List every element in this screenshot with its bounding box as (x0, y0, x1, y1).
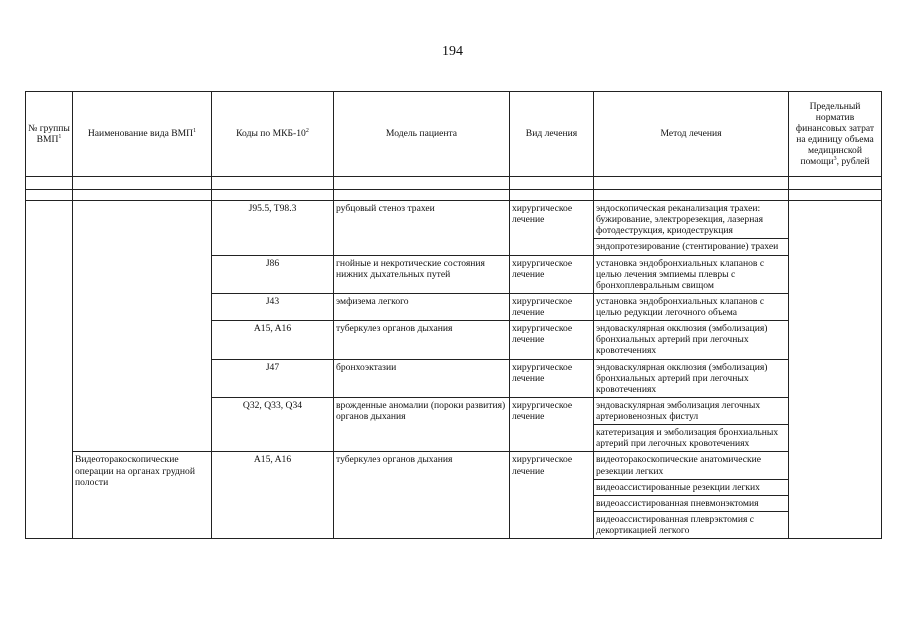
page-number: 194 (442, 44, 463, 59)
method-item: видеоторакоскопические анатомические резекции легких (594, 452, 788, 479)
header-treatment-method: Метод лечения (594, 92, 789, 177)
header-treatment-type: Вид лечения (510, 92, 594, 177)
header-icd-codes (212, 92, 334, 177)
method-item: эндопротезирование (стентирование) трахеи (596, 241, 779, 253)
method-item: видеоассистированная пневмонэктомия (594, 496, 788, 512)
method-item: эндоскопическая реканализация трахеи: бужирование, электрорезекция, лазерная фотодеструкция, криодеструкция (594, 201, 788, 239)
footnote-mark: 2 (305, 128, 309, 135)
spacer-row (26, 177, 882, 190)
icd-codes-cell: J95.5, T98.3 (212, 201, 334, 256)
treatment-method-cell: установка эндобронхиальных клапанов с целью лечения эмпиемы плевры с бронхоплевральным свищом (594, 255, 789, 293)
header-cost-norm (789, 92, 882, 177)
treatment-type-cell: хирургическое лечение (510, 452, 594, 539)
cost-cell (789, 201, 882, 539)
treatment-type-cell: хирургическое лечение (510, 293, 594, 320)
icd-codes-cell: Q32, Q33, Q34 (212, 397, 334, 452)
header-vmp-name-text: Наименование вида ВМП (87, 128, 194, 140)
vmp-table (25, 91, 882, 539)
patient-model-cell: туберкулез органов дыхания (334, 452, 510, 539)
table-row (26, 201, 882, 256)
vmp-name-cell: Видеоторакоскопические операции на органах грудной полости (73, 452, 212, 539)
spacer-row (26, 190, 882, 201)
patient-model-cell: врожденные аномалии (пороки развития) органов дыхания (334, 397, 510, 452)
icd-codes-cell: J86 (212, 255, 334, 293)
group-number-cell (26, 201, 73, 539)
header-cost-norm-text: Предельный норматив финансовых затрат на единицу объема медицинской помощи (795, 100, 875, 168)
treatment-method-cell (594, 397, 789, 452)
treatment-method-cell (594, 201, 789, 256)
header-cost-norm-unit: , рублей (836, 156, 870, 168)
treatment-method-cell: эндоваскулярная окклюзия (эмболизация) бронхиальных артерий при легочных кровотечениях (594, 359, 789, 397)
method-item: эндоваскулярная эмболизация легочных артериовенозных фистул (594, 398, 788, 425)
patient-model-cell: гнойные и некротические состояния нижних дыхательных путей (334, 255, 510, 293)
patient-model-cell: эмфизема легкого (334, 293, 510, 320)
vmp-name-cell (73, 201, 212, 452)
patient-model-cell: туберкулез органов дыхания (334, 321, 510, 359)
header-row (26, 92, 882, 177)
method-item: катетеризация и эмболизация бронхиальных артерий при легочных кровотечениях (596, 427, 779, 450)
icd-codes-cell: J43 (212, 293, 334, 320)
treatment-method-cell: эндоваскулярная окклюзия (эмболизация) бронхиальных артерий при легочных кровотечениях (594, 321, 789, 359)
header-vmp-name (73, 92, 212, 177)
treatment-method-cell (594, 452, 789, 539)
table-row (26, 452, 882, 539)
treatment-type-cell: хирургическое лечение (510, 359, 594, 397)
patient-model-cell: рубцовый стеноз трахеи (334, 201, 510, 256)
method-item: видеоассистированная плеврэктомия с декортикацией легкого (596, 513, 755, 536)
treatment-method-cell: установка эндобронхиальных клапанов с целью редукции легочного объема (594, 293, 789, 320)
header-group-number (26, 92, 73, 177)
icd-codes-cell: A15, A16 (212, 321, 334, 359)
icd-codes-cell: A15, A16 (212, 452, 334, 539)
footnote-mark: 1 (193, 128, 197, 135)
header-group-number-text: № группы ВМП (28, 122, 70, 146)
treatment-type-cell: хирургическое лечение (510, 255, 594, 293)
header-patient-model: Модель пациента (334, 92, 510, 177)
method-item: видеоассистированные резекции легких (594, 480, 788, 496)
treatment-type-cell: хирургическое лечение (510, 321, 594, 359)
header-icd-codes-text: Коды по МКБ-10 (236, 128, 306, 140)
patient-model-cell: бронхоэктазии (334, 359, 510, 397)
treatment-type-cell: хирургическое лечение (510, 201, 594, 256)
icd-codes-cell: J47 (212, 359, 334, 397)
treatment-type-cell: хирургическое лечение (510, 397, 594, 452)
footnote-mark: 3 (833, 156, 837, 163)
footnote-mark: 1 (58, 133, 62, 140)
